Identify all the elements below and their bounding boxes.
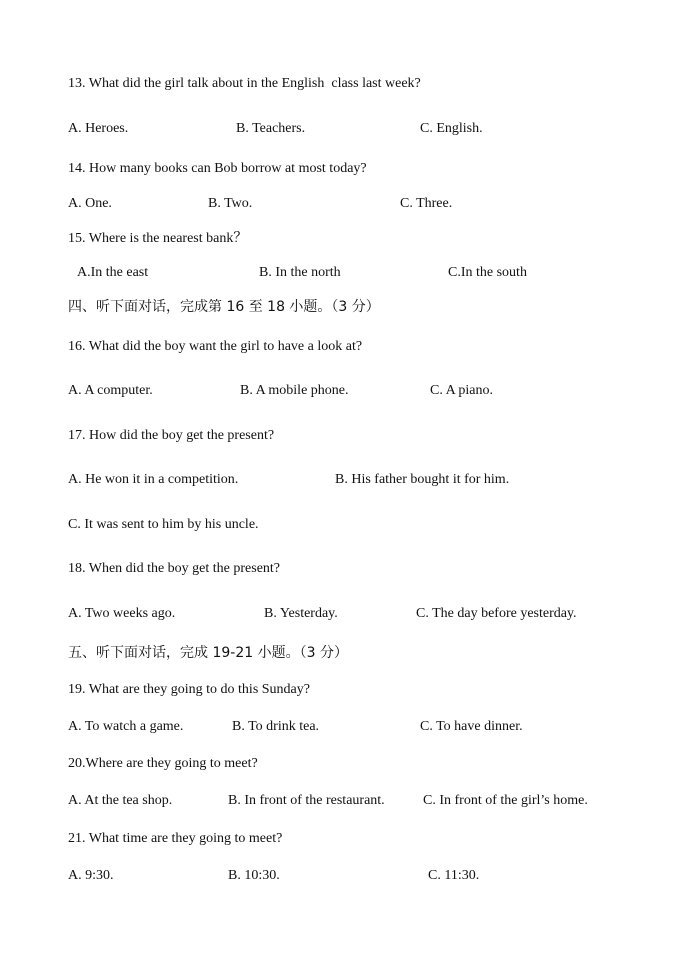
q18-option-a: A. Two weeks ago. [68,606,176,621]
section-five-heading: 五、听下面对话，完成 19-21 小题。（3 分） [68,645,348,661]
question-13: 13. What did the girl talk about in the English class last week? [68,76,421,91]
q18-option-c: C. The day before yesterday. [416,606,577,621]
q14-option-b: B. Two. [208,196,253,211]
q20-option-b: B. In front of the restaurant. [228,793,385,808]
q20-option-a: A. At the tea shop. [68,793,173,808]
q19-option-c: C. To have dinner. [420,719,523,734]
question-19: 19. What are they going to do this Sunday? [68,682,310,697]
question-14: 14. How many books can Bob borrow at most today? [68,161,367,176]
q14-option-c: C. Three. [400,196,453,211]
q13-option-a: A. Heroes. [68,121,129,136]
question-16: 16. What did the boy want the girl to have a look at? [68,339,363,354]
q20-option-c: C. In front of the girl’s home. [423,793,588,808]
q19-option-b: B. To drink tea. [232,719,320,734]
question-18: 18. When did the boy get the present? [68,561,281,576]
question-17: 17. How did the boy get the present? [68,428,275,443]
q13-option-b: B. Teachers. [236,121,306,136]
q19-option-a: A. To watch a game. [68,719,184,734]
q21-option-c: C. 11:30. [428,868,480,883]
q21-option-a: A. 9:30. [68,868,114,883]
q17-option-c: C. It was sent to him by his uncle. [68,517,259,532]
q16-option-b: B. A mobile phone. [240,383,349,398]
q14-option-a: A. One. [68,196,112,211]
question-21: 21. What time are they going to meet? [68,831,283,846]
q21-option-b: B. 10:30. [228,868,280,883]
q15-option-c: C.In the south [448,265,527,280]
q16-option-c: C. A piano. [430,383,494,398]
q13-option-c: C. English. [420,121,483,136]
q18-option-b: B. Yesterday. [264,606,338,621]
q17-option-b: B. His father bought it for him. [335,472,510,487]
q15-option-a: A.In the east [77,265,149,280]
question-20: 20.Where are they going to meet? [68,756,258,771]
q16-option-a: A. A computer. [68,383,153,398]
question-15: 15. Where is the nearest bank？ [68,231,248,246]
section-four-heading: 四、听下面对话，完成第 16 至 18 小题。（3 分） [68,299,380,315]
q15-option-b: B. In the north [259,265,341,280]
q17-option-a: A. He won it in a competition. [68,472,239,487]
